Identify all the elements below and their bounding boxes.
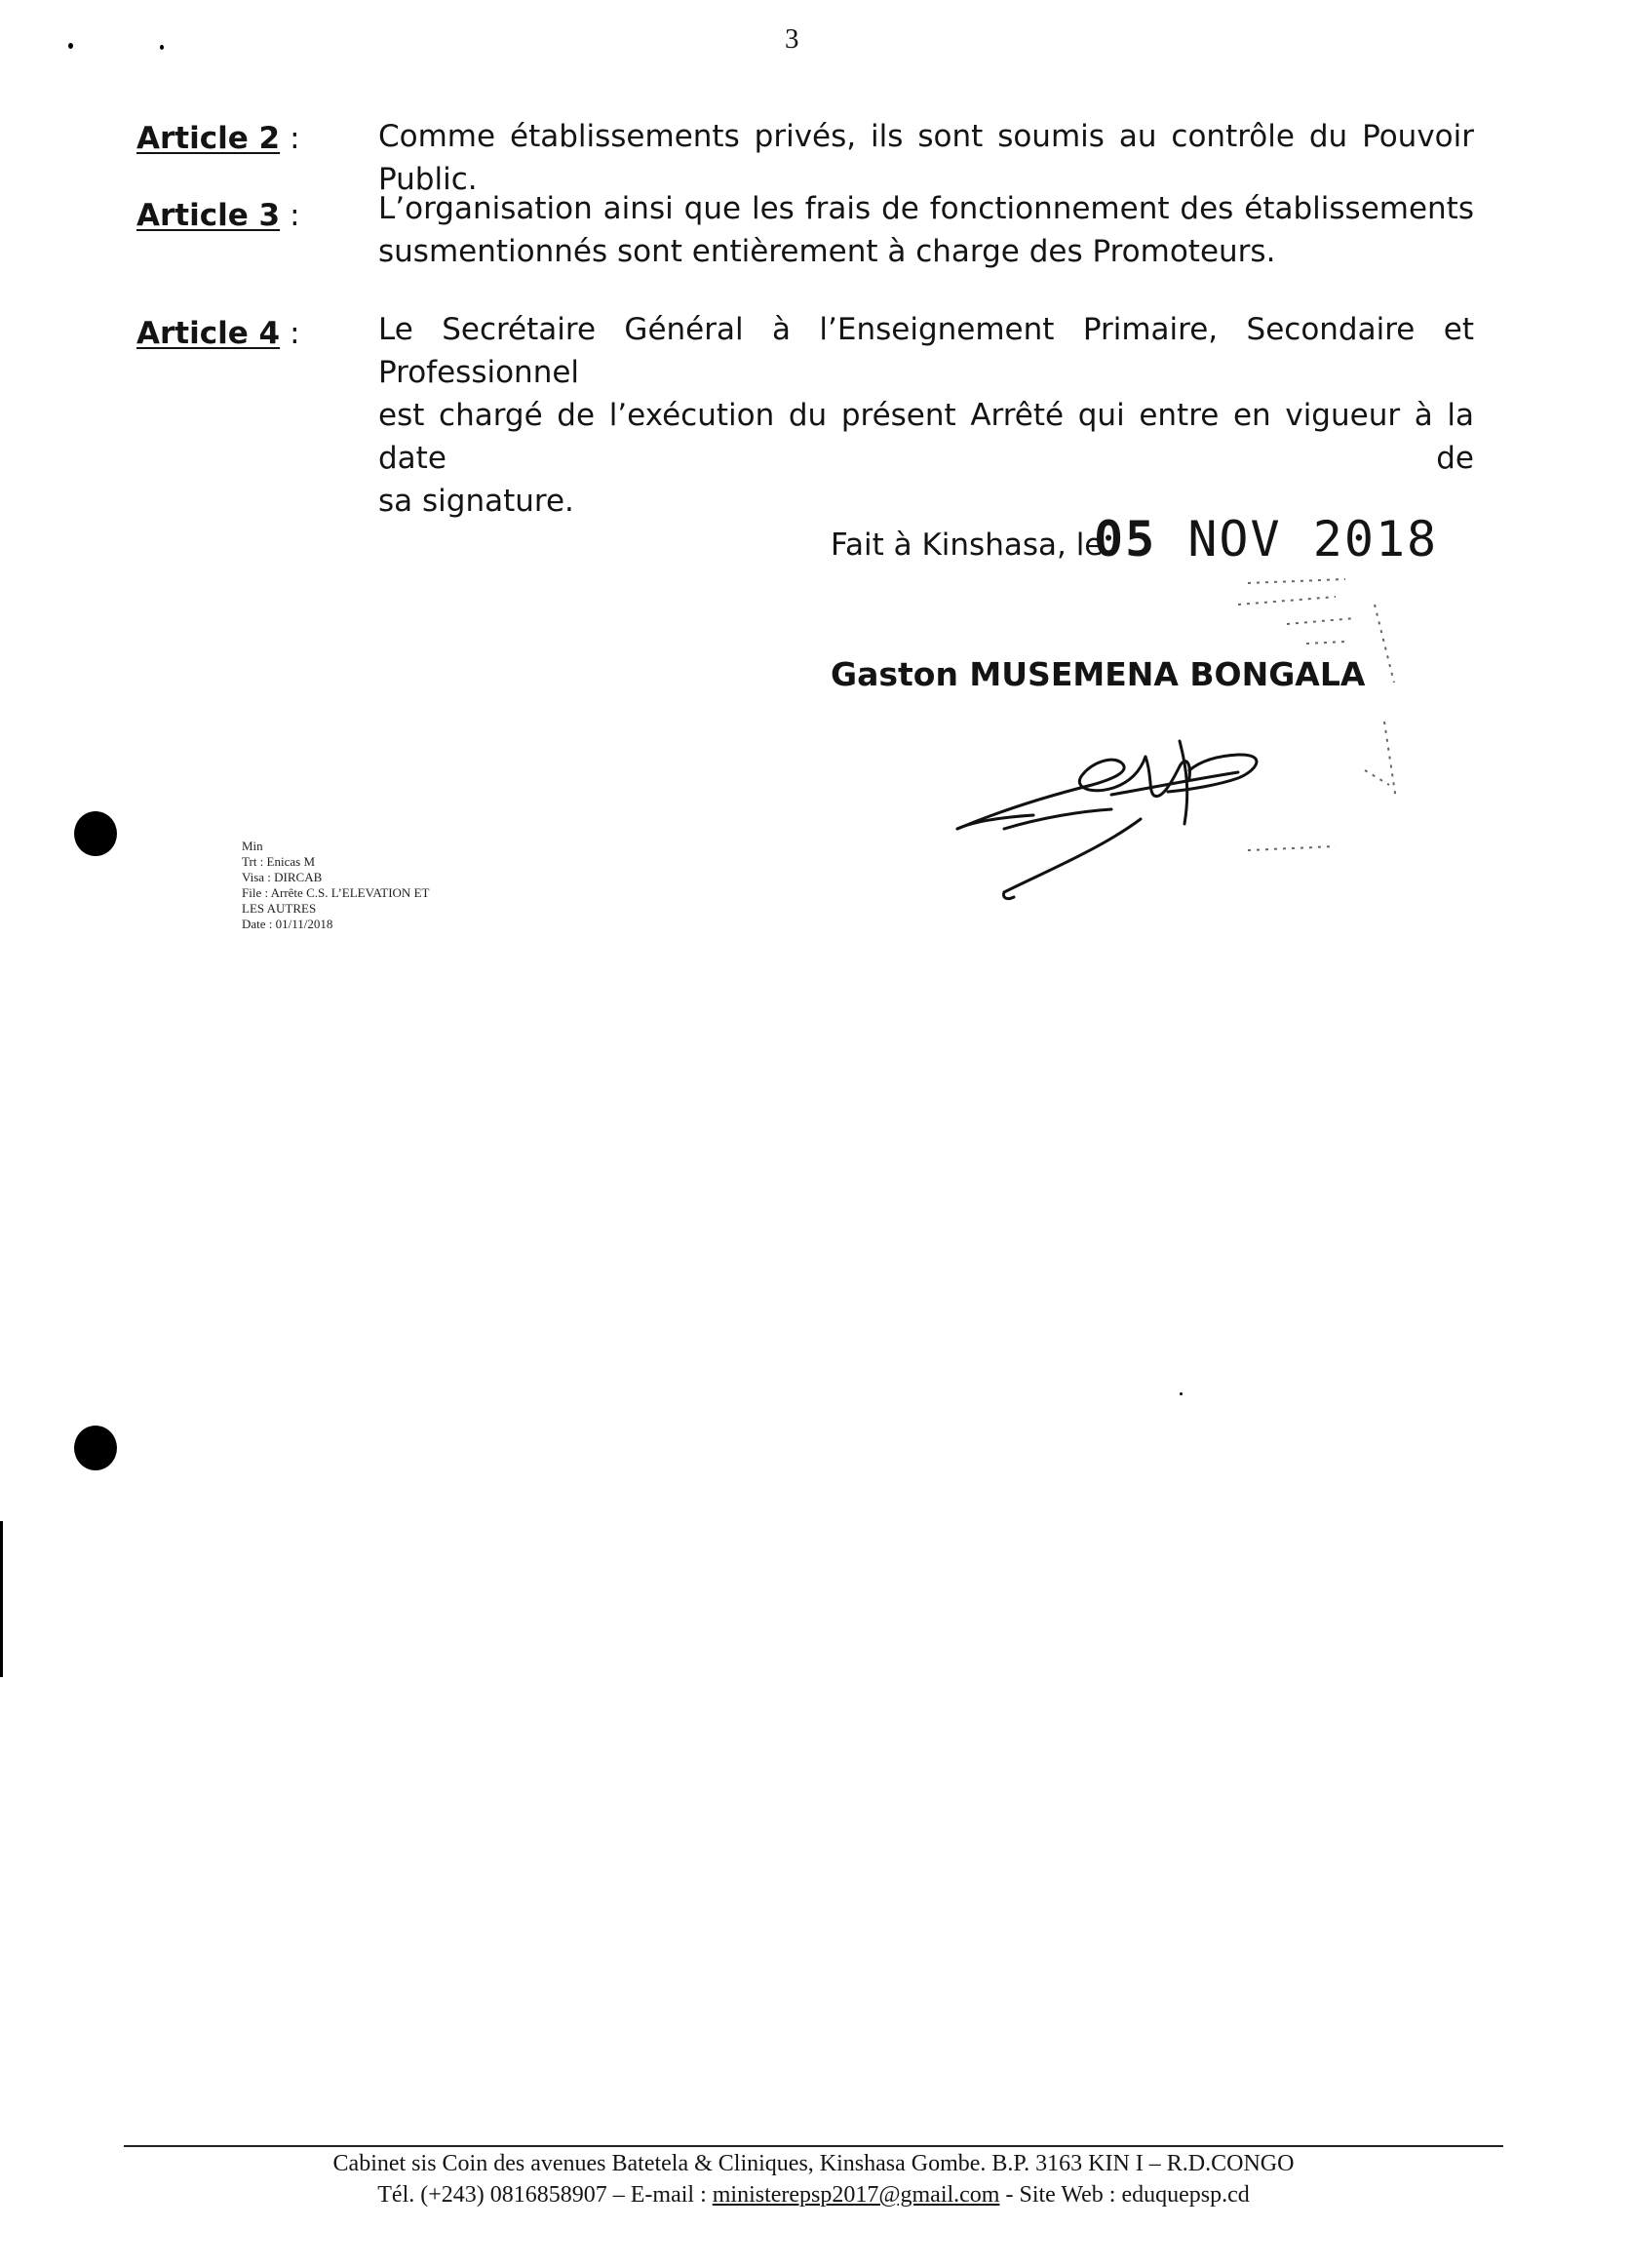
routing-memo (242, 839, 429, 932)
scan-speck (160, 45, 164, 50)
memo-line: Trt : Enicas M (242, 854, 315, 869)
date-stamp: 05 NOV 2018 (1094, 511, 1439, 567)
article-2-text: Comme établissements privés, ils sont soumis au contrôle du Pouvoir Public. (378, 119, 1474, 197)
memo-line: Min (242, 839, 263, 853)
memo-line: File : Arrête C.S. L’ELEVATION ET (242, 885, 430, 900)
scan-speck (68, 43, 73, 49)
article-3-text: L’organisation ainsi que les frais de fonctionnement des établissements susmentionnés sont entièrement à charge des Promoteurs. (378, 191, 1474, 269)
memo-line: LES AUTRES (242, 901, 317, 916)
footer-divider (124, 2145, 1503, 2147)
footer-website: eduquepsp.cd (1121, 2182, 1250, 2208)
footer-email: ministerepsp2017@gmail.com (712, 2182, 1000, 2208)
memo-line: Visa : DIRCAB (242, 870, 323, 884)
signatory-name: Gaston MUSEMENA BONGALA (831, 655, 1366, 693)
scan-edge-line (0, 1521, 3, 1677)
scan-speck (1180, 1392, 1183, 1395)
handwritten-signature (946, 702, 1297, 917)
punch-hole (74, 1426, 117, 1470)
article-4-label: Article 4 : (136, 316, 300, 351)
footer-address: Cabinet sis Coin des avenues Batetela & Cliniques, Kinshasa Gombe. B.P. 3163 KIN I – R.D.CONGO (332, 2151, 1295, 2176)
memo-line: Date : 01/11/2018 (242, 917, 333, 931)
signature-place-date: Fait à Kinshasa, le (831, 528, 1104, 563)
page-number: 3 (785, 23, 799, 55)
article-3-label: Article 3 : (136, 198, 300, 233)
punch-hole (74, 811, 117, 856)
footer-contact: Tél. (+243) 0816858907 – E-mail : ministerepsp2017@gmail.com - Site Web : eduquepsp.cd (377, 2182, 1250, 2208)
article-4-text: Le Secrétaire Général à l’Enseignement Primaire, Secondaire et Professionnel est chargé de l’exécution du présent Arrêté qui entre en vigueur à la date de sa signature. (378, 312, 1474, 519)
article-2-label: Article 2 : (136, 121, 300, 156)
